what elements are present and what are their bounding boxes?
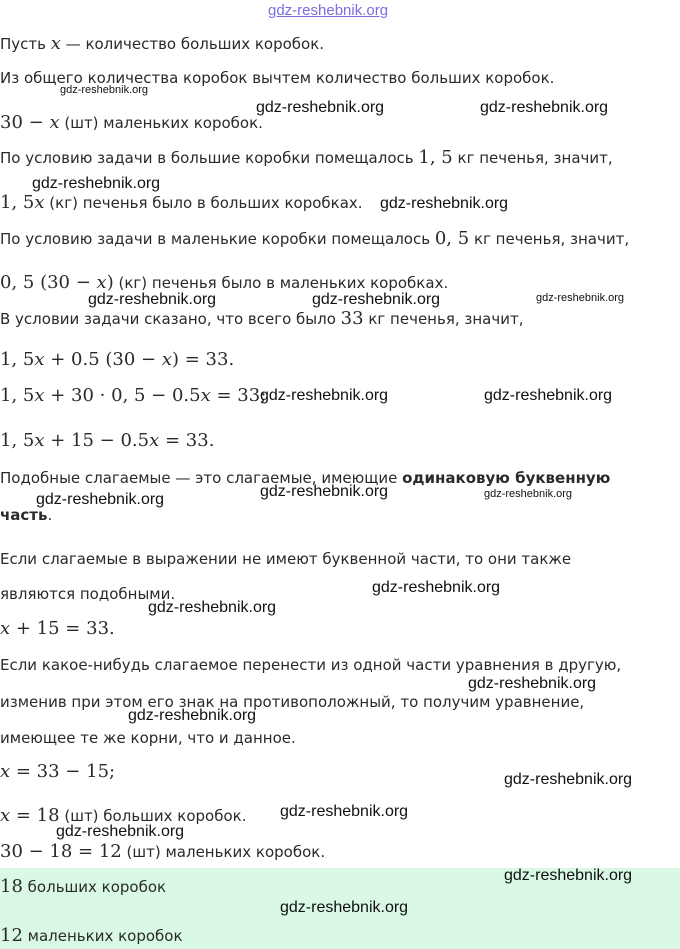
watermark: gdz-reshebnik.org <box>56 823 185 840</box>
text-line: Пусть x — количество больших коробок. <box>0 33 325 54</box>
text-line: По условию задачи в маленькие коробки помещалось 0, 5 кг печенья, значит, <box>0 228 630 249</box>
text-line: В условии задачи сказано, что всего было 33 кг печенья, значит, <box>0 308 524 329</box>
equation: x + 15 = 33. <box>0 618 115 639</box>
equation: 1, 5x + 30 · 0, 5 − 0.5x = 33; <box>0 385 267 406</box>
equation: 30 − 18 = 12 (шт) маленьких коробок. <box>0 841 326 862</box>
watermark: gdz-reshebnik.org <box>504 867 633 884</box>
text-line: Из общего количества коробок вычтем количество больших коробок. <box>0 69 555 87</box>
text-line: Если слагаемые в выражении не имеют буквенной части, то они также <box>0 550 572 568</box>
watermark: gdz-reshebnik.org <box>468 675 597 692</box>
text-line: имеющее те же корни, что и данное. <box>0 729 296 747</box>
text-line: Если какое-нибудь слагаемое перенести из одной части уравнения в другую, <box>0 656 622 674</box>
equation: x = 33 − 15; <box>0 761 116 782</box>
watermark: gdz-reshebnik.org <box>380 195 509 212</box>
definition: часть. <box>0 506 53 524</box>
watermark: gdz-reshebnik.org <box>36 491 165 508</box>
equation: x = 18 (шт) больших коробок. <box>0 805 247 826</box>
definition: Подобные слагаемые — это слагаемые, имеющие одинаковую буквенную <box>0 469 611 487</box>
equation: 1, 5x + 15 − 0.5x = 33. <box>0 430 215 451</box>
answer-line: 18 больших коробок <box>0 876 167 897</box>
watermark: gdz-reshebnik.org <box>480 99 609 116</box>
watermark: gdz-reshebnik.org <box>280 899 409 916</box>
watermark: gdz-reshebnik.org <box>60 84 149 96</box>
watermark: gdz-reshebnik.org <box>484 387 613 404</box>
watermark: gdz-reshebnik.org <box>256 99 385 116</box>
watermark: gdz-reshebnik.org <box>260 387 389 404</box>
site-link[interactable]: gdz-reshebnik.org <box>268 2 389 19</box>
text-line: являются подобными. <box>0 585 176 603</box>
watermark: gdz-reshebnik.org <box>32 175 161 192</box>
equation: 1, 5x + 0.5 (30 − x) = 33. <box>0 349 235 370</box>
text-line: 1, 5x (кг) печенья было в больших коробках. <box>0 192 363 213</box>
text-line: 30 − x (шт) маленьких коробок. <box>0 112 263 133</box>
watermark: gdz-reshebnik.org <box>148 599 277 616</box>
watermark: gdz-reshebnik.org <box>504 771 633 788</box>
watermark: gdz-reshebnik.org <box>128 707 257 724</box>
watermark: gdz-reshebnik.org <box>484 488 573 500</box>
text-line: 0, 5 (30 − x) (кг) печенья было в маленьких коробках. <box>0 272 449 293</box>
text-line: По условию задачи в большие коробки помещалось 1, 5 кг печенья, значит, <box>0 147 613 168</box>
watermark: gdz-reshebnik.org <box>312 291 441 308</box>
answer-line: 12 маленьких коробок <box>0 925 183 946</box>
watermark: gdz-reshebnik.org <box>88 291 217 308</box>
watermark: gdz-reshebnik.org <box>260 483 389 500</box>
watermark: gdz-reshebnik.org <box>536 292 625 304</box>
watermark: gdz-reshebnik.org <box>280 803 409 820</box>
watermark: gdz-reshebnik.org <box>372 579 501 596</box>
text-line: изменив при этом его знак на противоположный, то получим уравнение, <box>0 693 585 711</box>
